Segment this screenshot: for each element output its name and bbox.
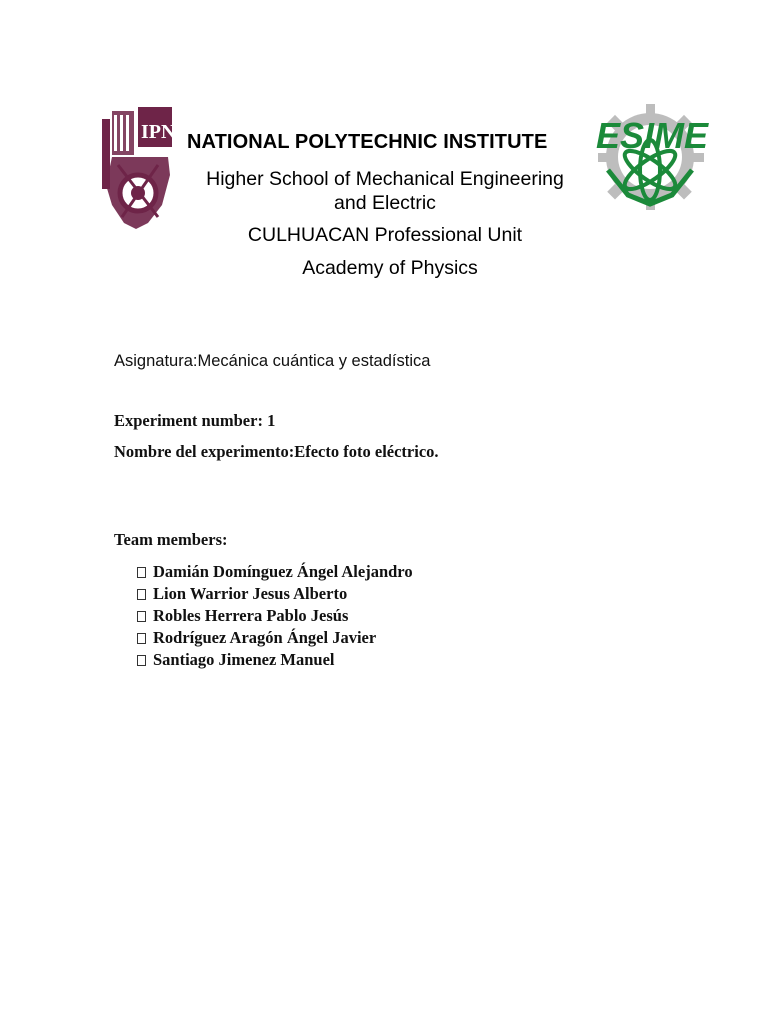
member-name: Lion Warrior Jesus Alberto — [153, 584, 348, 603]
list-item — [137, 627, 413, 649]
checkbox-bullet-icon — [137, 655, 146, 666]
school-name-line1: Higher School of Mechanical Engineering — [206, 168, 564, 190]
list-item — [137, 649, 413, 671]
member-name: Santiago Jimenez Manuel — [153, 650, 335, 669]
checkbox-bullet-icon — [137, 633, 146, 644]
list-item — [137, 561, 413, 583]
experiment-name: Nombre del experimento:Efecto foto eléctrico. — [114, 442, 439, 461]
subject-line: Asignatura:Mecánica cuántica y estadística — [114, 352, 431, 370]
list-item — [137, 605, 413, 627]
checkbox-bullet-icon — [137, 567, 146, 578]
checkbox-bullet-icon — [137, 589, 146, 600]
experiment-number: Experiment number: 1 — [114, 411, 276, 430]
team-member-list — [137, 561, 413, 671]
school-name-line2: and Electric — [334, 192, 436, 214]
list-item — [137, 583, 413, 605]
member-name: Damián Domínguez Ángel Alejandro — [153, 562, 413, 581]
member-name: Rodríguez Aragón Ángel Javier — [153, 628, 377, 647]
svg-text:ESIME: ESIME — [595, 115, 709, 156]
member-name: Robles Herrera Pablo Jesús — [153, 606, 349, 625]
team-heading: Team members: — [114, 530, 228, 549]
esime-logo-icon — [588, 100, 716, 214]
academy-name: Academy of Physics — [302, 257, 478, 279]
ipn-logo-icon — [98, 105, 176, 235]
checkbox-bullet-icon — [137, 611, 146, 622]
school-name — [180, 167, 590, 215]
svg-text:IPN: IPN — [141, 121, 176, 143]
institute-title: NATIONAL POLYTECHNIC INSTITUTE — [187, 131, 548, 153]
professional-unit: CULHUACAN Professional Unit — [247, 224, 523, 246]
